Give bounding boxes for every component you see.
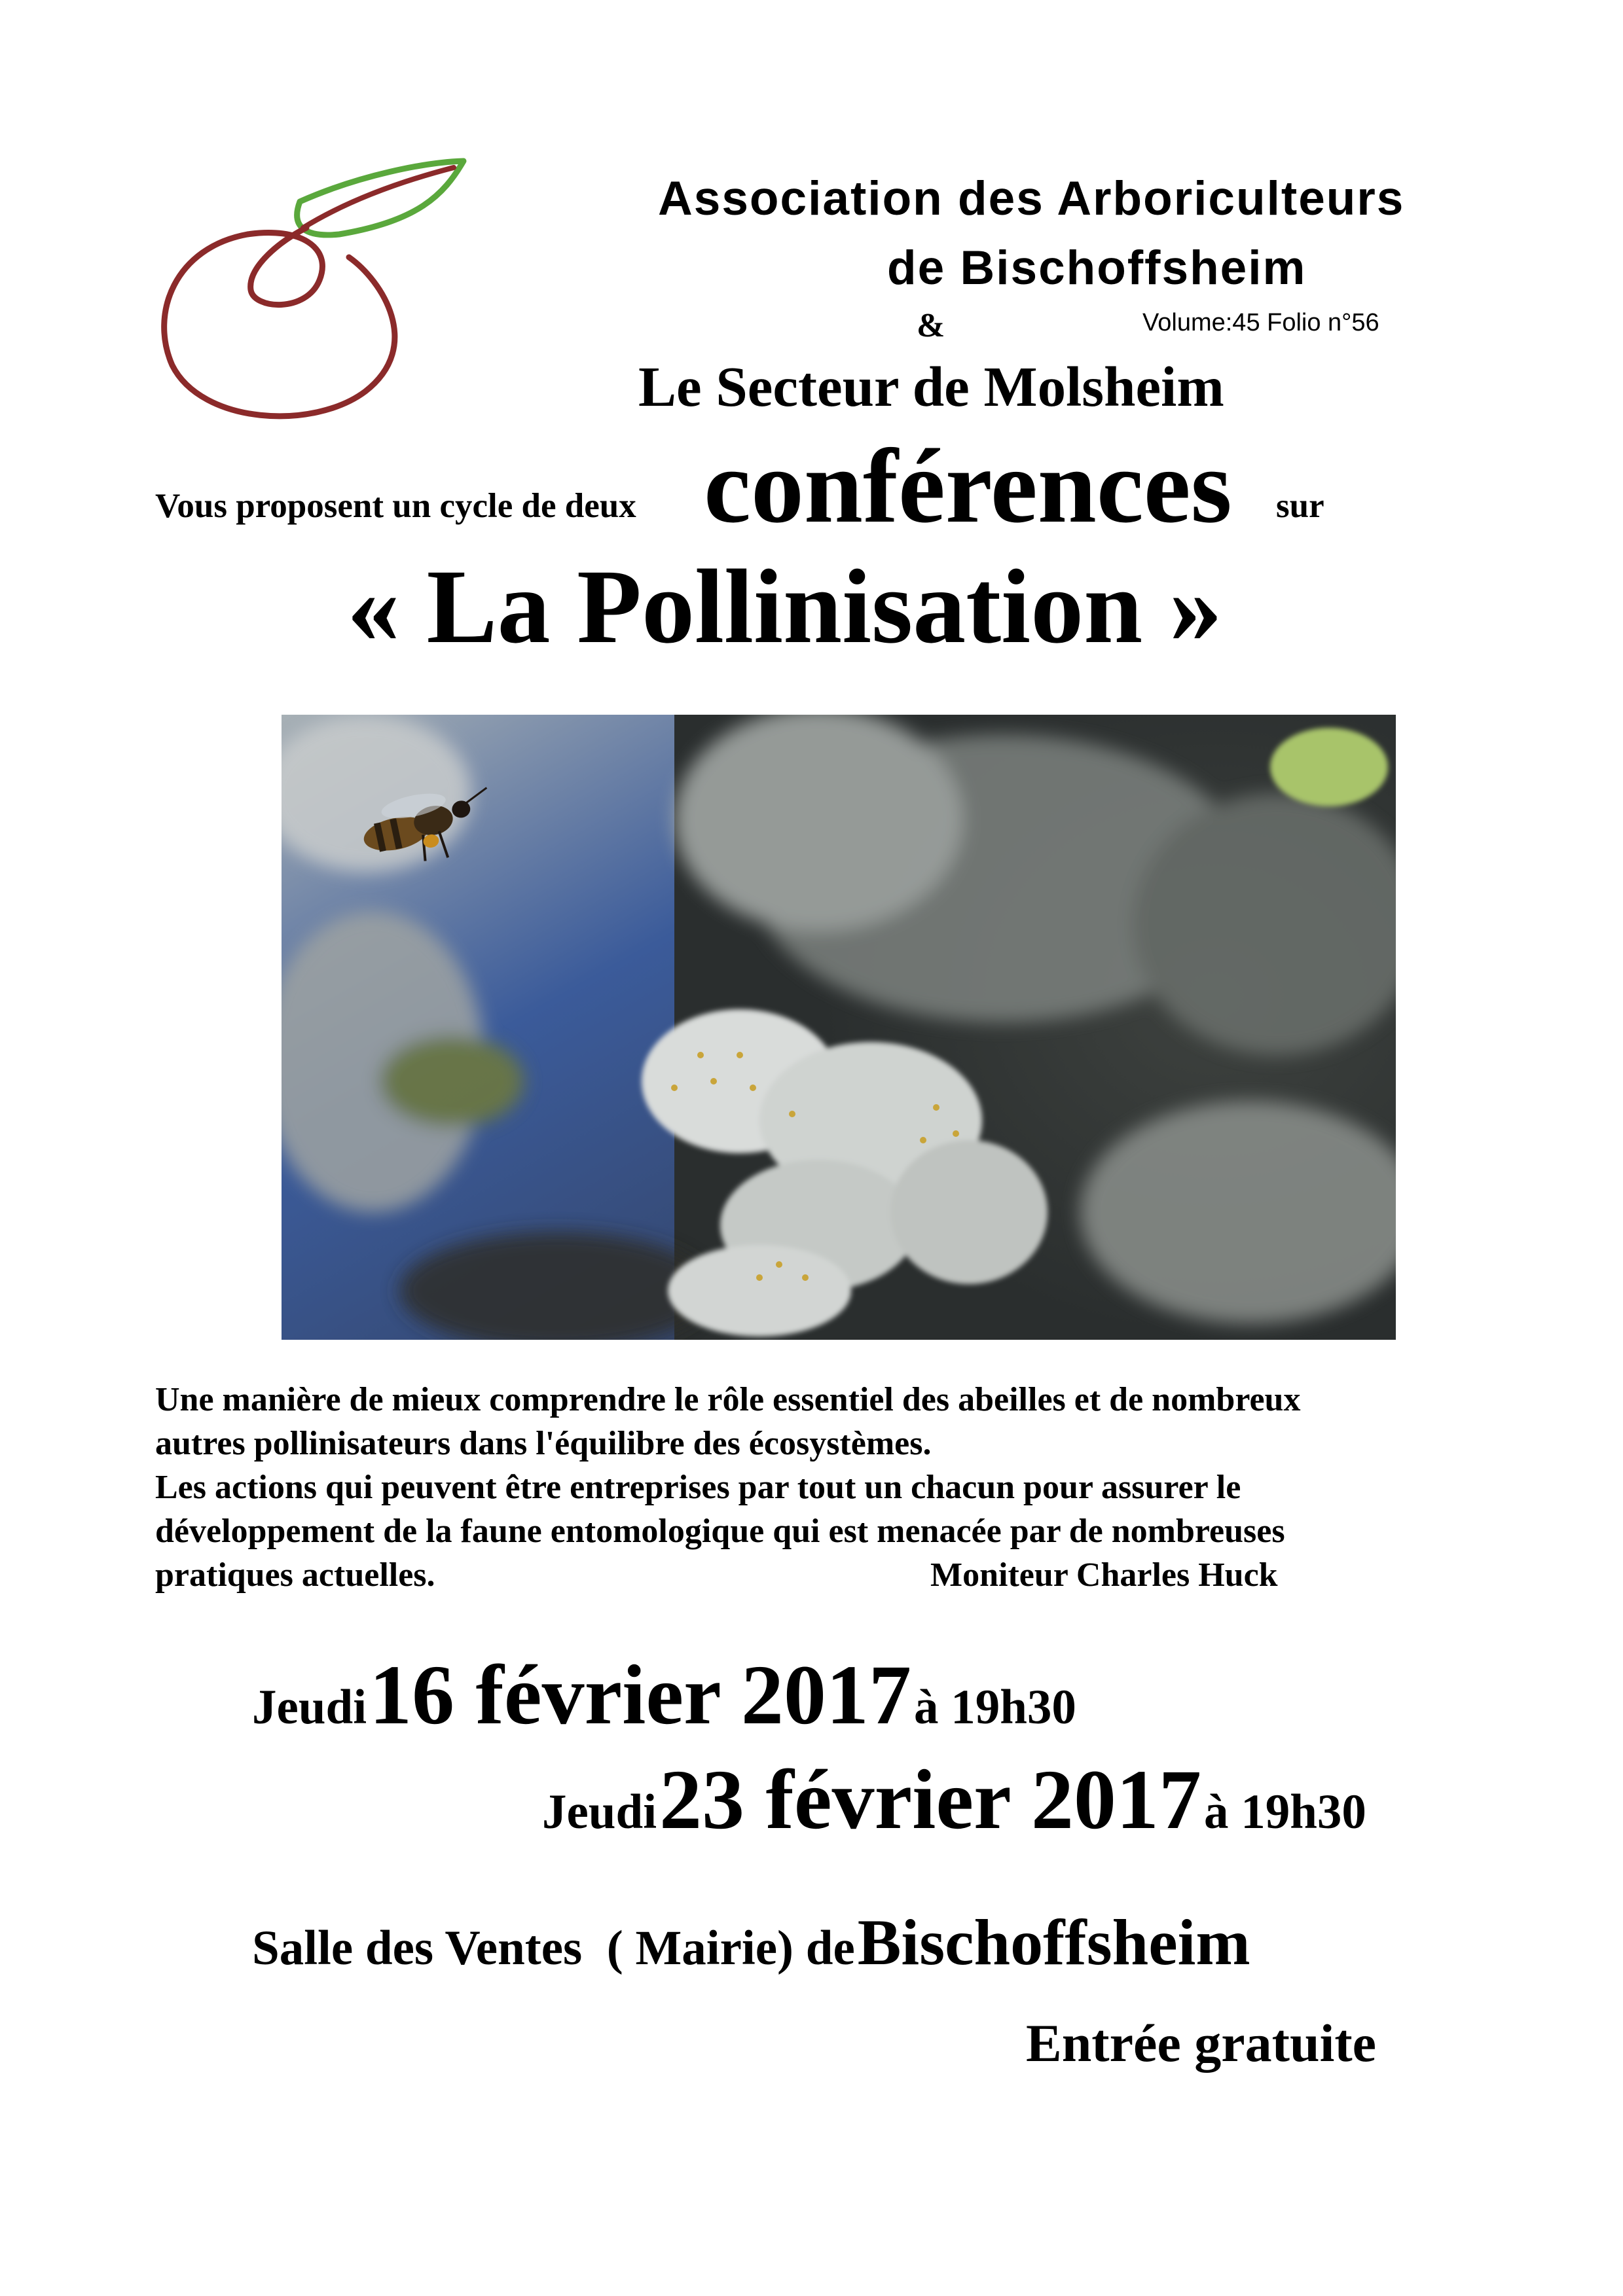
description-line: pratiques actuelles. bbox=[155, 1556, 435, 1594]
venue bbox=[252, 1905, 1250, 1980]
date-1 bbox=[252, 1646, 1076, 1744]
entry-info: Entrée gratuite bbox=[1026, 2013, 1377, 2073]
speaker-name: Moniteur Charles Huck bbox=[930, 1556, 1278, 1594]
association-name-line1: Association des Arboriculteurs bbox=[658, 172, 1405, 225]
venue-prefix: Salle des Ventes ( Mairie) de bbox=[252, 1921, 855, 1975]
description-line: autres pollinisateurs dans l'équilibre des écosystèmes. bbox=[155, 1425, 932, 1462]
date-2-time: à 19h30 bbox=[1203, 1785, 1366, 1839]
main-title: « La Pollinisation » bbox=[347, 548, 1222, 666]
intro-conferences: conférences bbox=[704, 428, 1232, 545]
description-line: Les actions qui peuvent être entreprises par tout un chacun pour assurer le bbox=[155, 1469, 1241, 1506]
date-2-day: Jeudi bbox=[542, 1785, 657, 1839]
intro-sur: sur bbox=[1276, 487, 1324, 525]
apple-outline bbox=[164, 228, 395, 416]
date-1-day: Jeudi bbox=[252, 1680, 367, 1734]
secteur-name: Le Secteur de Molsheim bbox=[638, 355, 1224, 418]
description bbox=[155, 1378, 1465, 1597]
date-2 bbox=[542, 1751, 1366, 1849]
volume-folio: Volume:45 Folio n°56 bbox=[1142, 309, 1379, 336]
intro-row bbox=[155, 428, 1399, 545]
intro-text: Vous proposent un cycle de deux bbox=[155, 487, 636, 525]
bee-blossom-photo bbox=[282, 715, 1396, 1340]
description-line: développement de la faune entomologique qui est menacée par de nombreuses bbox=[155, 1513, 1285, 1550]
description-line: Une manière de mieux comprendre le rôle essentiel des abeilles et de nombreux bbox=[155, 1381, 1301, 1418]
apple-logo-icon bbox=[149, 149, 477, 437]
date-2-date: 23 février 2017 bbox=[659, 1753, 1201, 1847]
description-last-line bbox=[155, 1553, 1465, 1597]
date-1-time: à 19h30 bbox=[913, 1680, 1076, 1734]
association-name-line2: de Bischoffsheim bbox=[887, 242, 1307, 295]
ampersand: & bbox=[917, 307, 945, 344]
venue-city: Bischoffsheim bbox=[857, 1906, 1250, 1979]
date-1-date: 16 février 2017 bbox=[369, 1648, 911, 1742]
